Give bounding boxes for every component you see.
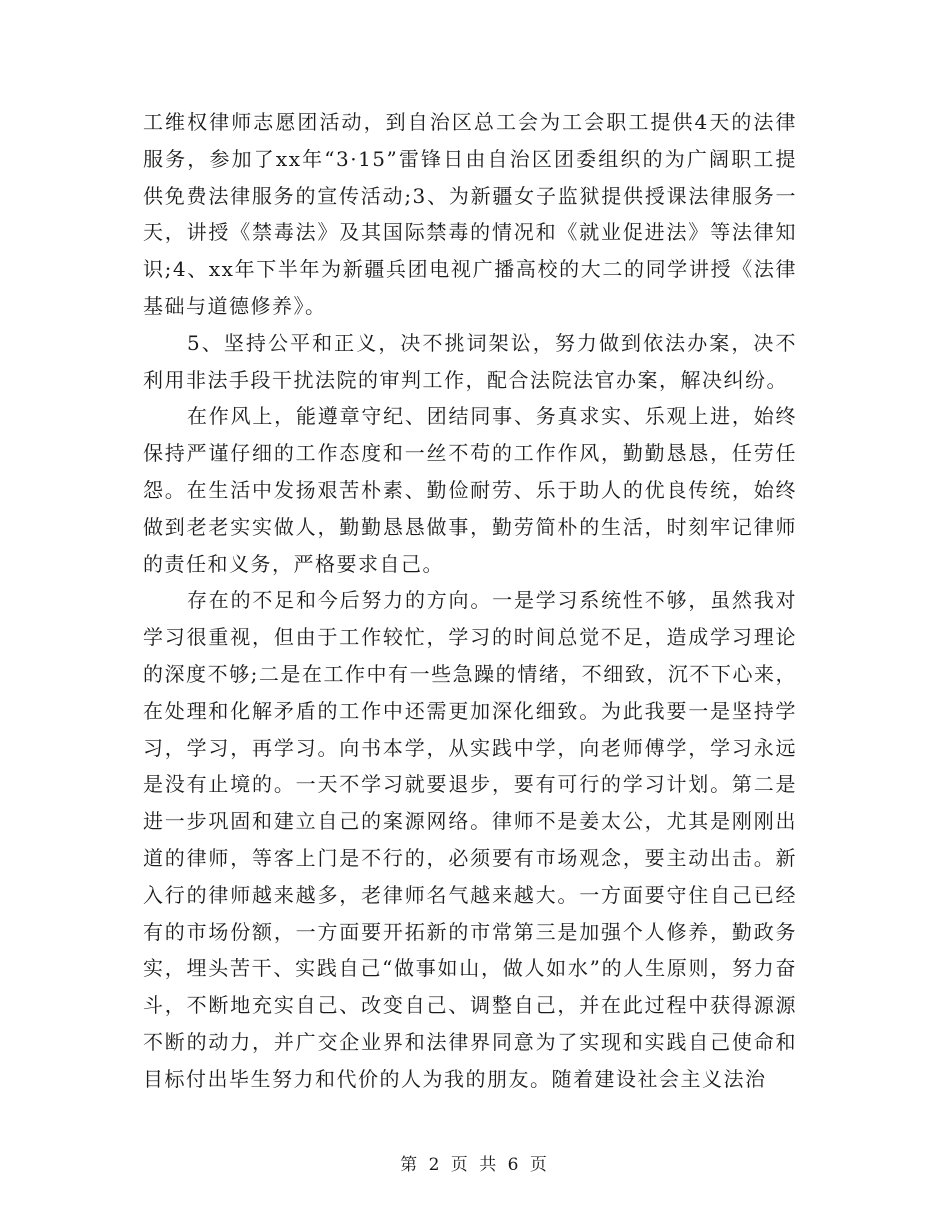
paragraph-3: 在作风上，能遵章守纪、团结同事、务真求实、乐观上进，始终保持严谨仔细的工作态度和一丝不苟的工作作风，勤勤恳恳，任劳任怨。在生活中发扬艰苦朴素、勤俭耐劳、乐于助人的优良传统，始终做到老老实实做人，勤勤恳恳做事，勤劳简朴的生活，时刻牢记律师的责任和义务，严格要求自己。 xyxy=(143,404,797,576)
page-number-footer: 第 2 页 共 6 页 xyxy=(400,1155,550,1175)
paragraph-4: 存在的不足和今后努力的方向。一是学习系统性不够，虽然我对学习很重视，但由于工作较忙，学习的时间总觉不足，造成学习理论的深度不够;二是在工作中有一些急躁的情绪，不细致，沉不下心来，在处理和化解矛盾的工作中还需更加深化细致。为此我要一是坚持学习，学习，再学习。向书本学，从实践中学，向老师傅学，学习永远是没有止境的。一天不学习就要退步，要有可行的学习计划。第二是进一步巩固和建立自己的案源网络。律师不是姜太公，尤其是刚刚出道的律师，等客上门是不行的，必须要有市场观念，要主动出击。新入行的律师越来越多，老律师名气越来越大。一方面要守住自己已经有的市场份额，一方面要开拓新的市常第三是加强个人修养，勤政务实，埋头苦干、实践自己“做事如山，做人如水”的人生原则，努力奋斗，不断地充实自己、改变自己、调整自己，并在此过程中获得源源不断的动力，并广交企业界和法律界同意为了实现和实践自己使命和目标付出毕生努力和代价的人为我的朋友。随着建设社会主义法治 xyxy=(143,588,797,1091)
paragraph-2: 5、坚持公平和正义，决不挑词架讼，努力做到依法办案，决不利用非法手段干扰法院的审判工作，配合法院法官办案，解决纠纷。 xyxy=(143,330,797,392)
paragraph-1: 工维权律师志愿团活动，到自治区总工会为工会职工提供4天的法律服务，参加了xx年“3·15”雷锋日由自治区团委组织的为广阔职工提供免费法律服务的宣传活动;3、为新疆女子监狱提供授课法律服务一天，讲授《禁毒法》及其国际禁毒的情况和《就业促进法》等法律知识;4、xx年下半年为新疆兵团电视广播高校的大二的同学讲授《法律基础与道德修养》。 xyxy=(143,110,797,318)
document-body xyxy=(143,104,797,1098)
